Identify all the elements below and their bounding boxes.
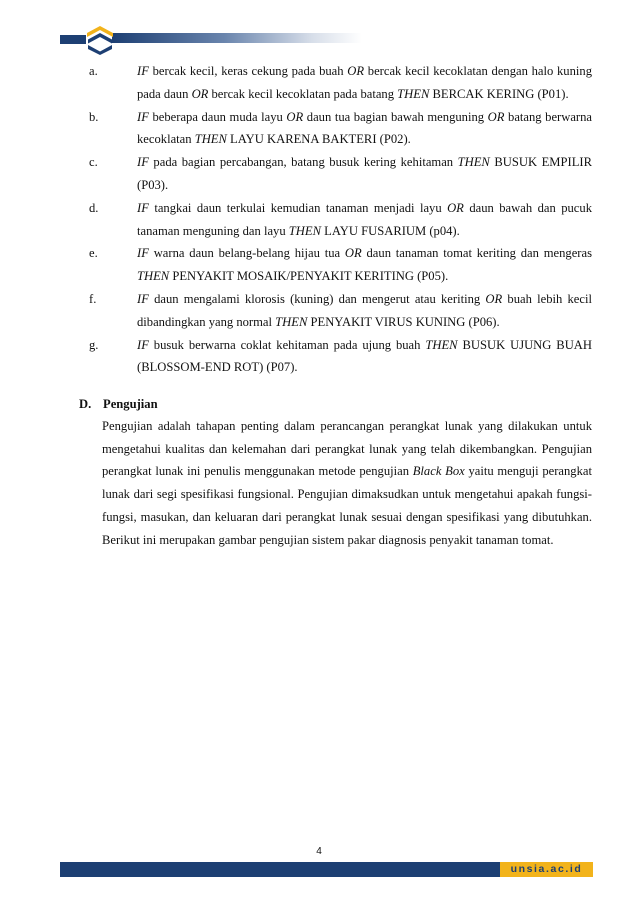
rule-fragment: batang berwarna kecoklatan [137, 109, 593, 147]
section-title: Pengujian [103, 397, 158, 411]
rule-conclusion: PENYAKIT VIRUS KUNING (P06). [307, 314, 500, 329]
keyword-if: IF [137, 291, 149, 306]
rule-fragment: daun mengalami klorosis (kuning) dan mengerut atau keriting [148, 291, 486, 306]
keyword-or: OR [485, 291, 503, 306]
keyword-then: THEN [137, 269, 170, 284]
rule-marker: f. [89, 291, 97, 306]
paragraph-text: yaitu menguji perangkat lunak dari segi spesifikasi fungsional. Pengujian dimaksudkan untuk mengetahui apakah fungsi-fungsi, masukan, dan keluaran dari perangkat lunak sesuai dengan spesifikasi yang dibutuhkan. Berikut ini merupakan gambar pengujian sistem pakar diagnosis penyakit tanaman tomat. [102, 464, 592, 547]
keyword-or: OR [191, 86, 209, 101]
rule-conclusion: LAYU FUSARIUM (p04). [321, 223, 460, 238]
rule-fragment: bercak kecil kecoklatan dengan halo kuning pada daun [137, 64, 592, 101]
rule-conclusion: BUSUK EMPILIR (P03). [137, 155, 592, 192]
keyword-then: THEN [194, 132, 227, 147]
rule-text [112, 106, 592, 152]
header-accent-block [60, 35, 86, 44]
rule-fragment: warna daun belang-belang hijau tua [148, 246, 345, 261]
rule-marker: d. [89, 200, 99, 215]
rule-fragment: daun tanaman tomat keriting dan mengeras [361, 246, 592, 261]
rule-marker: e. [89, 246, 98, 261]
rule-item [89, 106, 593, 152]
rule-fragment: beberapa daun muda layu [148, 109, 287, 124]
keyword-then: THEN [288, 223, 321, 238]
keyword-or: OR [487, 109, 505, 124]
rule-list [89, 60, 593, 379]
rule-text [112, 242, 592, 288]
keyword-or: OR [286, 109, 304, 124]
footer-site-label: unsia.ac.id [500, 862, 593, 877]
keyword-then: THEN [275, 314, 308, 329]
section-heading [79, 393, 158, 415]
rule-fragment: buah lebih kecil dibandingkan yang normal [137, 291, 592, 329]
rule-marker: b. [89, 109, 99, 124]
keyword-if: IF [137, 200, 149, 215]
keyword-or: OR [447, 200, 464, 215]
rule-item [89, 288, 592, 334]
section-letter: D. [79, 397, 92, 411]
rule-item [89, 60, 592, 106]
rule-text [112, 60, 592, 106]
paragraph-emphasis: Black Box [412, 464, 465, 479]
rule-fragment: daun bawah dan pucuk tanaman menguning dan layu [137, 200, 592, 238]
keyword-if: IF [137, 109, 149, 124]
rule-conclusion: BERCAK KERING (P01). [429, 86, 569, 101]
keyword-if: IF [137, 337, 149, 352]
rule-fragment: bercak kecil, keras cekung pada buah [148, 64, 348, 78]
rule-item [89, 242, 592, 288]
rule-item [89, 151, 592, 197]
rule-fragment: pada bagian percabangan, batang busuk kering kehitaman [148, 155, 458, 170]
rule-text [112, 197, 592, 243]
university-logo-icon [85, 24, 115, 56]
section-paragraph [102, 415, 592, 551]
keyword-if: IF [137, 155, 149, 170]
rule-fragment: tangkai daun terkulai kemudian tanaman menjadi layu [148, 200, 448, 215]
page-number: 4 [316, 846, 322, 857]
rule-marker: c. [89, 155, 98, 170]
keyword-or: OR [347, 64, 365, 78]
rule-text [112, 151, 592, 197]
rule-marker: a. [89, 64, 98, 78]
header-gradient-bar [112, 33, 362, 43]
keyword-then: THEN [425, 337, 458, 352]
rule-conclusion: LAYU KARENA BAKTERI (P02). [226, 132, 411, 147]
rule-text [112, 334, 592, 380]
rule-fragment: daun tua bagian bawah menguning [303, 109, 488, 124]
rule-conclusion: PENYAKIT MOSAIK/PENYAKIT KERITING (P05). [169, 269, 449, 284]
keyword-then: THEN [457, 155, 490, 170]
paragraph-text: Pengujian adalah tahapan penting dalam perancangan perangkat lunak yang dilakukan untuk mengetahui kualitas dan kelemahan dari perangkat lunak yang telah dikembangkan. Pengujian perangkat lunak ini penulis menggunakan metode pengujian [102, 419, 592, 479]
rule-item [89, 334, 592, 380]
rule-text [112, 288, 592, 334]
keyword-then: THEN [397, 86, 430, 101]
keyword-if: IF [137, 64, 149, 78]
keyword-if: IF [137, 246, 149, 261]
keyword-or: OR [344, 246, 362, 261]
rule-conclusion: BUSUK UJUNG BUAH (BLOSSOM-END ROT) (P07). [137, 337, 592, 375]
rule-item [89, 197, 592, 243]
rule-fragment: busuk berwarna coklat kehitaman pada ujung buah [148, 337, 426, 352]
rule-fragment: bercak kecil kecoklatan pada batang [208, 86, 398, 101]
rule-marker: g. [89, 337, 99, 352]
